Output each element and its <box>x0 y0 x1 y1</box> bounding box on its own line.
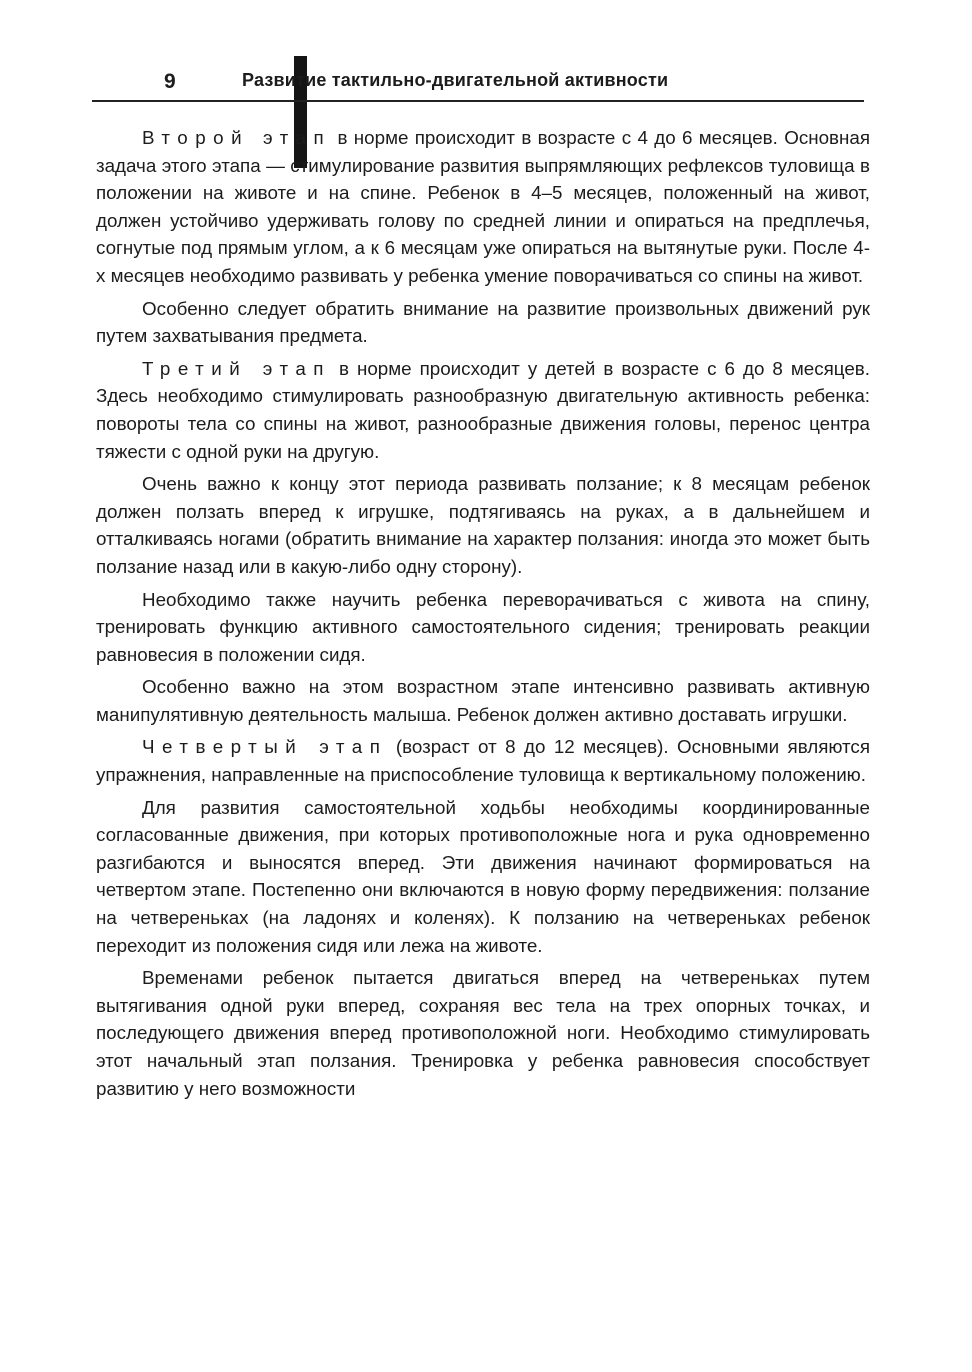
paragraph-1 <box>96 124 870 290</box>
paragraph-text: Для развития самостоятельной ходьбы необходимы координированные согласованные движения, при которых противоположные нога и рука одновременно разгибаются и выносятся вперед. Эти движения начинают формироваться на четвертом этапе. Постепенно они включаются в новую форму передвижения: ползание на четвереньках (на ладонях и коленях). К ползанию на четвереньках ребенок переходит из положения сидя или лежа на животе. <box>96 796 870 956</box>
paragraph-text: Особенно следует обратить внимание на развитие произвольных движений рук путем захватывания предмета. <box>96 297 870 347</box>
page-number: 9 <box>164 70 176 93</box>
paragraph-9 <box>96 964 870 1102</box>
body-text <box>96 124 870 1107</box>
paragraph-text: Очень важно к концу этот периода развивать ползание; к 8 месяцам ребенок должен ползать вперед к игрушке, подтягиваясь на руках, а в дальнейшем и отталкиваясь ногами (обратить внимание на характер ползания: иногда это может быть ползание назад или в какую-либо одну сторону). <box>96 473 870 577</box>
header-rule <box>92 100 864 102</box>
paragraph-text: в норме происходит у детей в возрасте с 6 до 8 месяцев. Здесь необходимо стимулировать разнообразную двигательную активность ребенка: повороты тела со спины на живот, разнообразные движения головы, перенос центра тяжести с одной руки на другую. <box>96 357 870 462</box>
paragraph-text: Временами ребенок пытается двигаться вперед на четвереньках путем вытягивания одной руки вперед, сохраняя вес тела на трех опорных точках, и последующего движения вперед противоположной ноги. Необходимо стимулировать этот начальный этап ползания. Тренировка у ребенка равновесия способствует развитию у него возможности <box>96 967 870 1099</box>
running-title: Развитие тактильно-двигательной активности <box>242 70 669 90</box>
paragraph-3 <box>96 355 870 465</box>
paragraph-text: в норме происходит в возрасте с 4 до 6 месяцев. Основная задача этого этапа — стимулирование развития выпрямляющих рефлексов туловища в положении на животе и на спине. Ребенок в 4–5 месяцев, положенный на живот, должен устойчиво удерживать голову по средней линии и опираться на предплечья, согнутые под прямым углом, а к 6 месяцам уже опираться на вытянутые руки. После 4-х месяцев необходимо развивать у ребенка умение поворачиваться со спины на живот. <box>96 127 870 286</box>
paragraph-6 <box>96 673 870 728</box>
stage-label-3: Третий этап <box>142 357 331 379</box>
page-header <box>92 52 864 104</box>
stage-label-2: Второй этап <box>142 127 332 148</box>
paragraph-5 <box>96 586 870 669</box>
paragraph-4 <box>96 470 870 580</box>
paragraph-text: Особенно важно на этом возрастном этапе интенсивно развивать активную манипулятивную деятельность малыша. Ребенок должен активно доставать игрушки. <box>96 676 870 725</box>
paragraph-text: Необходимо также научить ребенка переворачиваться с живота на спину, тренировать функцию активного самостоятельного сидения; тренировать реакции равновесия в положении сидя. <box>96 588 870 665</box>
paragraph-7 <box>96 733 870 788</box>
stage-label-4: Четвертый этап <box>142 736 388 758</box>
paragraph-text: (возраст от 8 до 12 месяцев). Основными являются упражнения, направленные на приспособление туловища к вертикальному положению. <box>96 736 870 786</box>
paragraph-2 <box>96 295 870 350</box>
paragraph-8 <box>96 794 870 960</box>
